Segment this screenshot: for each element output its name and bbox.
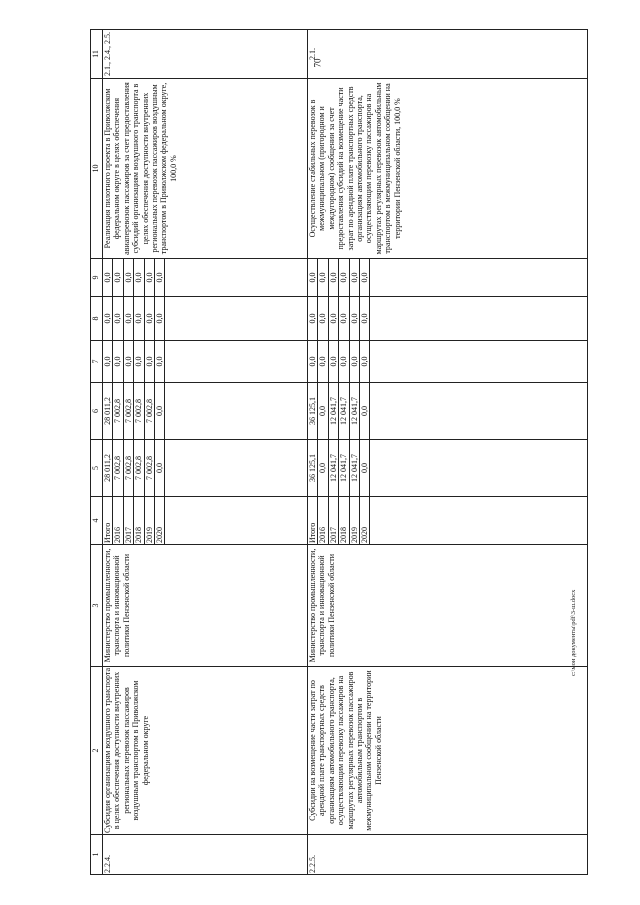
year-cell: 2017 [328, 497, 338, 544]
col-header-4: 4 [91, 497, 103, 545]
value-cell: 0,0 [103, 259, 113, 296]
years-list [308, 497, 370, 544]
page-number-text: 70 [312, 58, 322, 68]
value-cell: 0,0 [318, 440, 328, 496]
value-cell: 28 011,2 [103, 440, 113, 496]
value-cell: 0,0 [360, 440, 370, 496]
cell-years [103, 497, 308, 545]
activity-links: 2.1., 2.4., 2.5. [103, 30, 308, 79]
cell-c9 [308, 259, 588, 297]
value-cell: 0,0 [155, 341, 165, 382]
value-cell: 0,0 [155, 297, 165, 340]
value-cell: 0,0 [349, 297, 359, 340]
cell-c8 [103, 297, 308, 341]
value-cell: 0,0 [318, 297, 328, 340]
values-list [103, 297, 165, 340]
year-cell: 2016 [113, 497, 123, 544]
value-cell: 7 002,8 [113, 383, 123, 439]
activity-name: Субсидия организациям воздушного транспорта в целях обеспечения доступности внутренних региональных перевозок пассажиров воздушным транспортом в Приволжском федеральном округе [103, 667, 308, 835]
cell-years [308, 497, 588, 545]
value-cell: 0,0 [318, 259, 328, 296]
values-list [103, 440, 165, 496]
cell-c7 [308, 341, 588, 383]
cell-c6 [103, 383, 308, 440]
value-cell: 0,0 [360, 259, 370, 296]
year-cell: Итого [308, 497, 318, 544]
values-list [103, 341, 165, 382]
activity-executor: Министерство промышленности, транспорта и инновационной политики Пензенской области [308, 545, 588, 667]
year-cell: Итого [103, 497, 113, 544]
value-cell: 7 002,8 [134, 440, 144, 496]
values-list [308, 259, 370, 296]
value-cell: 0,0 [360, 297, 370, 340]
year-cell: 2018 [134, 497, 144, 544]
value-cell: 0,0 [144, 259, 154, 296]
value-cell: 0,0 [113, 341, 123, 382]
value-cell: 7 002,8 [113, 440, 123, 496]
value-cell: 0,0 [123, 341, 133, 382]
cell-c5 [308, 440, 588, 497]
value-cell: 7 002,8 [144, 440, 154, 496]
col-header-10: 10 [91, 79, 103, 259]
cell-c5 [103, 440, 308, 497]
cell-c8 [308, 297, 588, 341]
value-cell: 0,0 [103, 341, 113, 382]
file-path-footer: с:\мои документы\pdf\3-ш.docx [570, 589, 577, 676]
col-header-2: 2 [91, 667, 103, 835]
value-cell: 0,0 [339, 341, 349, 382]
value-cell: 12 041,7 [349, 440, 359, 496]
col-header-7: 7 [91, 341, 103, 383]
values-list [308, 440, 370, 496]
value-cell: 36 125,1 [308, 383, 318, 439]
activity-row [308, 30, 588, 875]
year-cell: 2019 [144, 497, 154, 544]
value-cell: 0,0 [360, 341, 370, 382]
activity-executor: Министерство промышленности, транспорта и инновационной политики Пензенской области [103, 545, 308, 667]
value-cell: 0,0 [360, 383, 370, 439]
activity-result: Осуществление стабильных перевозок в межмуниципальном (пригородном и междугородном) сообщении за счет предоставления субсидий на возмещение части затрат по арендной плате транспортных средств организациям автомобильного транспорта, осуществляющим перевозку пассажиров на маршрутах регулярных перевозок автомобильным транспортом в межмуниципальном сообщении на территории Пензенской области, 100,0 % [308, 79, 588, 259]
value-cell: 0,0 [308, 297, 318, 340]
years-list [103, 497, 165, 544]
value-cell: 0,0 [103, 297, 113, 340]
value-cell: 12 041,7 [328, 440, 338, 496]
value-cell: 0,0 [328, 297, 338, 340]
value-cell: 7 002,8 [123, 440, 133, 496]
value-cell: 0,0 [123, 297, 133, 340]
values-list [103, 259, 165, 296]
value-cell: 12 041,7 [349, 383, 359, 439]
value-cell: 12 041,7 [328, 383, 338, 439]
value-cell: 7 002,8 [134, 383, 144, 439]
cell-c6 [308, 383, 588, 440]
value-cell: 0,0 [328, 259, 338, 296]
header-row [91, 30, 103, 875]
col-header-8: 8 [91, 297, 103, 341]
value-cell: 12 041,7 [339, 383, 349, 439]
year-cell: 2016 [318, 497, 328, 544]
activity-row [103, 30, 308, 875]
value-cell: 0,0 [134, 341, 144, 382]
value-cell: 0,0 [113, 297, 123, 340]
program-activities-table [90, 29, 588, 875]
values-list [308, 383, 370, 439]
values-list [308, 341, 370, 382]
year-cell: 2019 [349, 497, 359, 544]
year-cell: 2020 [360, 497, 370, 544]
value-cell: 0,0 [155, 383, 165, 439]
value-cell: 0,0 [328, 341, 338, 382]
value-cell: 0,0 [318, 341, 328, 382]
activity-number: 2.2.5. [308, 835, 588, 875]
year-cell: 2020 [155, 497, 165, 544]
value-cell: 12 041,7 [339, 440, 349, 496]
col-header-1: 1 [91, 835, 103, 875]
year-cell: 2017 [123, 497, 133, 544]
activity-name: Субсидии на возмещение части затрат по арендной плате транспортных средств организациям автомобильного транспорта, осуществляющим перевозку пассажиров на маршрутах регулярных перевозок пассажиров автомобильным транспортом в межмуниципальном сообщении на территории Пензенской области [308, 667, 588, 835]
activity-number: 2.2.4. [103, 835, 308, 875]
col-header-6: 6 [91, 383, 103, 440]
col-header-5: 5 [91, 440, 103, 497]
value-cell: 36 125,1 [308, 440, 318, 496]
value-cell: 0,0 [155, 440, 165, 496]
cell-c7 [103, 341, 308, 383]
value-cell: 0,0 [134, 297, 144, 340]
value-cell: 0,0 [144, 341, 154, 382]
value-cell: 0,0 [308, 259, 318, 296]
value-cell: 0,0 [339, 297, 349, 340]
value-cell: 0,0 [318, 383, 328, 439]
col-header-3: 3 [91, 545, 103, 667]
value-cell: 0,0 [155, 259, 165, 296]
rotated-table-container [90, 30, 580, 875]
value-cell: 28 011,2 [103, 383, 113, 439]
value-cell: 0,0 [349, 259, 359, 296]
value-cell: 0,0 [349, 341, 359, 382]
value-cell: 0,0 [144, 297, 154, 340]
activity-result: Реализация пилотного проекта в Приволжском федеральном округе в целях обеспечения авиаперевозок пассажиров за счет предоставления субсидий организациям воздушного транспорта в целях обеспечения доступности внутренних региональных перевозок пассажиров воздушным транспортом в Приволжском федеральном округе, 100,0 % [103, 79, 308, 259]
value-cell: 0,0 [134, 259, 144, 296]
cell-c9 [103, 259, 308, 297]
value-cell: 0,0 [113, 259, 123, 296]
activity-links: 2.1. [308, 30, 588, 79]
value-cell: 0,0 [308, 341, 318, 382]
values-list [103, 383, 165, 439]
col-header-11: 11 [91, 30, 103, 79]
value-cell: 7 002,8 [123, 383, 133, 439]
col-header-9: 9 [91, 259, 103, 297]
value-cell: 0,0 [339, 259, 349, 296]
values-list [308, 297, 370, 340]
value-cell: 7 002,8 [144, 383, 154, 439]
year-cell: 2018 [339, 497, 349, 544]
value-cell: 0,0 [123, 259, 133, 296]
